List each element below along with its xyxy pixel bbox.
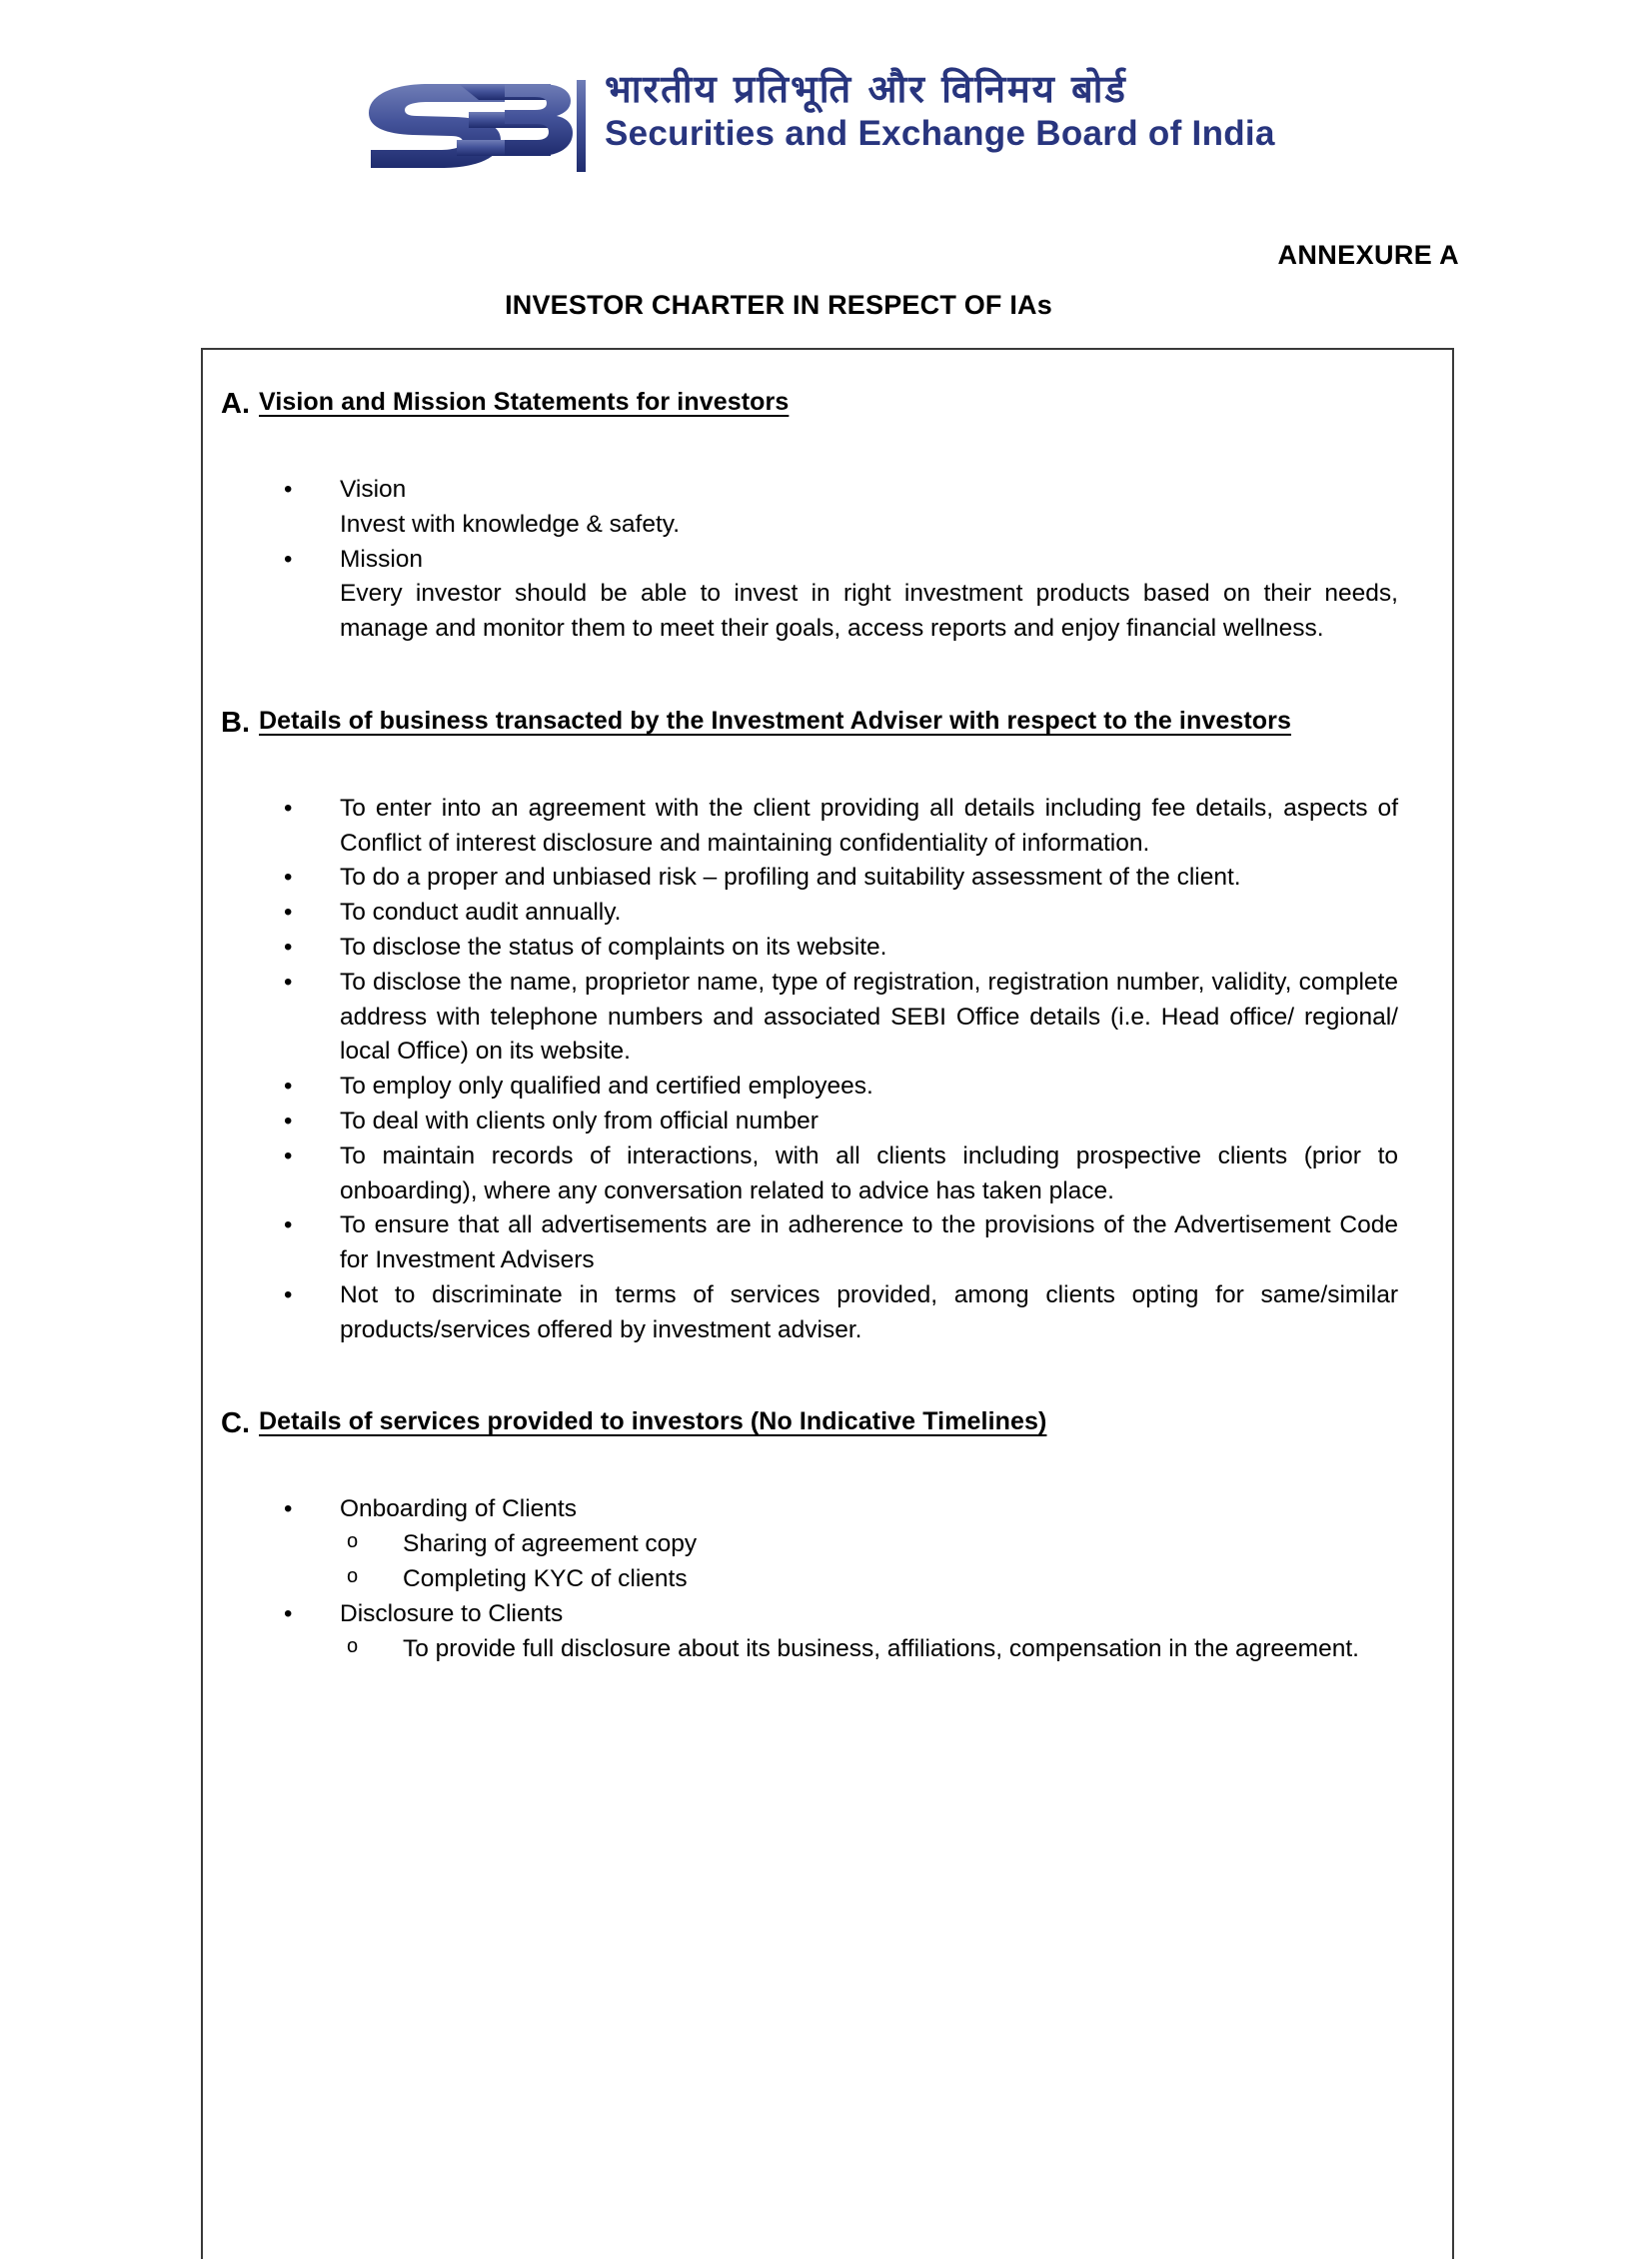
list-item xyxy=(203,931,1452,966)
spacer xyxy=(203,350,1452,388)
logo-hindi-text: भारतीय प्रतिभूति और विनिमय बोर्ड xyxy=(605,67,1127,111)
sub-list-item xyxy=(203,1562,1452,1597)
bullet-marker: • xyxy=(284,1280,293,1308)
sebi-logo-header xyxy=(355,68,1275,173)
list-item-text: To employ only qualified and certified employees. xyxy=(340,1073,873,1101)
charter-content xyxy=(203,350,1452,2259)
list-item xyxy=(203,792,1452,862)
bullet-marker: • xyxy=(284,1599,293,1627)
bullet-marker: • xyxy=(284,1141,293,1169)
spacer xyxy=(203,740,1452,792)
bullet-marker: • xyxy=(284,1211,293,1239)
sub-bullet-marker: o xyxy=(347,1564,359,1587)
bullet-marker: • xyxy=(284,476,293,503)
list-item xyxy=(203,966,1452,1070)
section-c-letter: C. xyxy=(221,1407,250,1440)
list-item xyxy=(203,1105,1452,1139)
section-a-letter: A. xyxy=(221,388,250,420)
list-item xyxy=(203,1278,1452,1348)
list-item-text: To conduct audit annually. xyxy=(340,899,622,927)
bullet-marker: • xyxy=(284,1107,293,1134)
list-item xyxy=(203,1597,1452,1632)
list-item-text: Every investor should be able to invest in right investment products based on their needs, manage and monitor them to meet their goals, access reports and enjoy financial wellness. xyxy=(340,580,1398,643)
section-c-list xyxy=(203,1492,1452,1666)
section-b-letter: B. xyxy=(221,706,250,739)
list-item-text: To enter into an agreement with the client providing all details including fee details, aspects of Conflict of interest disclosure and maintaining confidentiality of information. xyxy=(340,794,1398,857)
bullet-marker: • xyxy=(284,934,293,962)
section-a-list xyxy=(203,473,1452,647)
list-item xyxy=(203,1070,1452,1105)
bullet-marker: • xyxy=(284,545,293,573)
list-item-text: To deal with clients only from official number xyxy=(340,1107,819,1134)
list-item-text: Invest with knowledge & safety. xyxy=(340,510,680,538)
sub-list-item-text: Sharing of agreement copy xyxy=(403,1530,698,1558)
list-item-text: To disclose the name, proprietor name, type of registration, registration number, validity, complete address with telephone numbers and associated SEBI Office details (i.e. Head office/ regional/ local Office) on its website. xyxy=(340,968,1398,1066)
list-item-text: Not to discriminate in terms of services provided, among clients opting for same/similar products/services offered by investment adviser. xyxy=(340,1280,1398,1343)
sub-list-item xyxy=(203,1632,1452,1667)
annexure-label: ANNEXURE A xyxy=(1277,240,1459,270)
list-item xyxy=(203,473,1452,508)
bullet-marker: • xyxy=(284,1495,293,1523)
list-item-text: Disclosure to Clients xyxy=(340,1599,564,1627)
sub-bullet-marker: o xyxy=(347,1530,359,1553)
bullet-marker: • xyxy=(284,968,293,996)
section-b-heading: Details of business transacted by the Investment Adviser with respect to the investors xyxy=(259,706,1291,735)
list-item xyxy=(203,1139,1452,1209)
page-title: INVESTOR CHARTER IN RESPECT OF IAs xyxy=(505,290,1052,320)
section-a-heading: Vision and Mission Statements for investors xyxy=(259,388,790,416)
list-item xyxy=(203,1208,1452,1278)
list-item-text: To maintain records of interactions, with all clients including prospective clients (prior to onboarding), where any conversation related to advice has taken place. xyxy=(340,1141,1398,1204)
list-item xyxy=(203,1492,1452,1527)
list-item-text: To do a proper and unbiased risk – profiling and suitability assessment of the client. xyxy=(340,864,1241,892)
sub-list-item-text: Completing KYC of clients xyxy=(403,1564,688,1592)
section-c xyxy=(203,1407,1452,1440)
spacer xyxy=(203,421,1452,473)
charter-content-box xyxy=(201,348,1454,2259)
logo-english-text: Securities and Exchange Board of India xyxy=(605,114,1275,153)
bullet-marker: • xyxy=(284,899,293,927)
list-item xyxy=(203,543,1452,578)
list-item-text: Onboarding of Clients xyxy=(340,1495,577,1523)
spacer xyxy=(203,1440,1452,1492)
list-item-text: To disclose the status of complaints on its website. xyxy=(340,934,887,962)
sub-list-item-text: To provide full disclosure about its business, affiliations, compensation in the agreement. xyxy=(403,1634,1359,1662)
section-c-heading: Details of services provided to investors (No Indicative Timelines) xyxy=(259,1407,1047,1436)
spacer xyxy=(203,1347,1452,1407)
list-item-text: Vision xyxy=(340,476,407,503)
list-item xyxy=(203,861,1452,896)
sub-list-item xyxy=(203,1527,1452,1562)
bullet-marker: • xyxy=(284,794,293,822)
sub-bullet-marker: o xyxy=(347,1634,359,1657)
spacer xyxy=(203,647,1452,707)
sebi-logo-icon xyxy=(355,68,587,173)
section-b-list xyxy=(203,792,1452,1348)
list-item xyxy=(203,577,1452,647)
section-a xyxy=(203,388,1452,421)
list-item xyxy=(203,896,1452,931)
section-b xyxy=(203,707,1452,740)
list-item-text: Mission xyxy=(340,545,424,573)
list-item xyxy=(203,508,1452,543)
bullet-marker: • xyxy=(284,1073,293,1101)
bullet-marker: • xyxy=(284,864,293,892)
list-item-text: To ensure that all advertisements are in adherence to the provisions of the Advertisement Code for Investment Advisers xyxy=(340,1211,1398,1274)
